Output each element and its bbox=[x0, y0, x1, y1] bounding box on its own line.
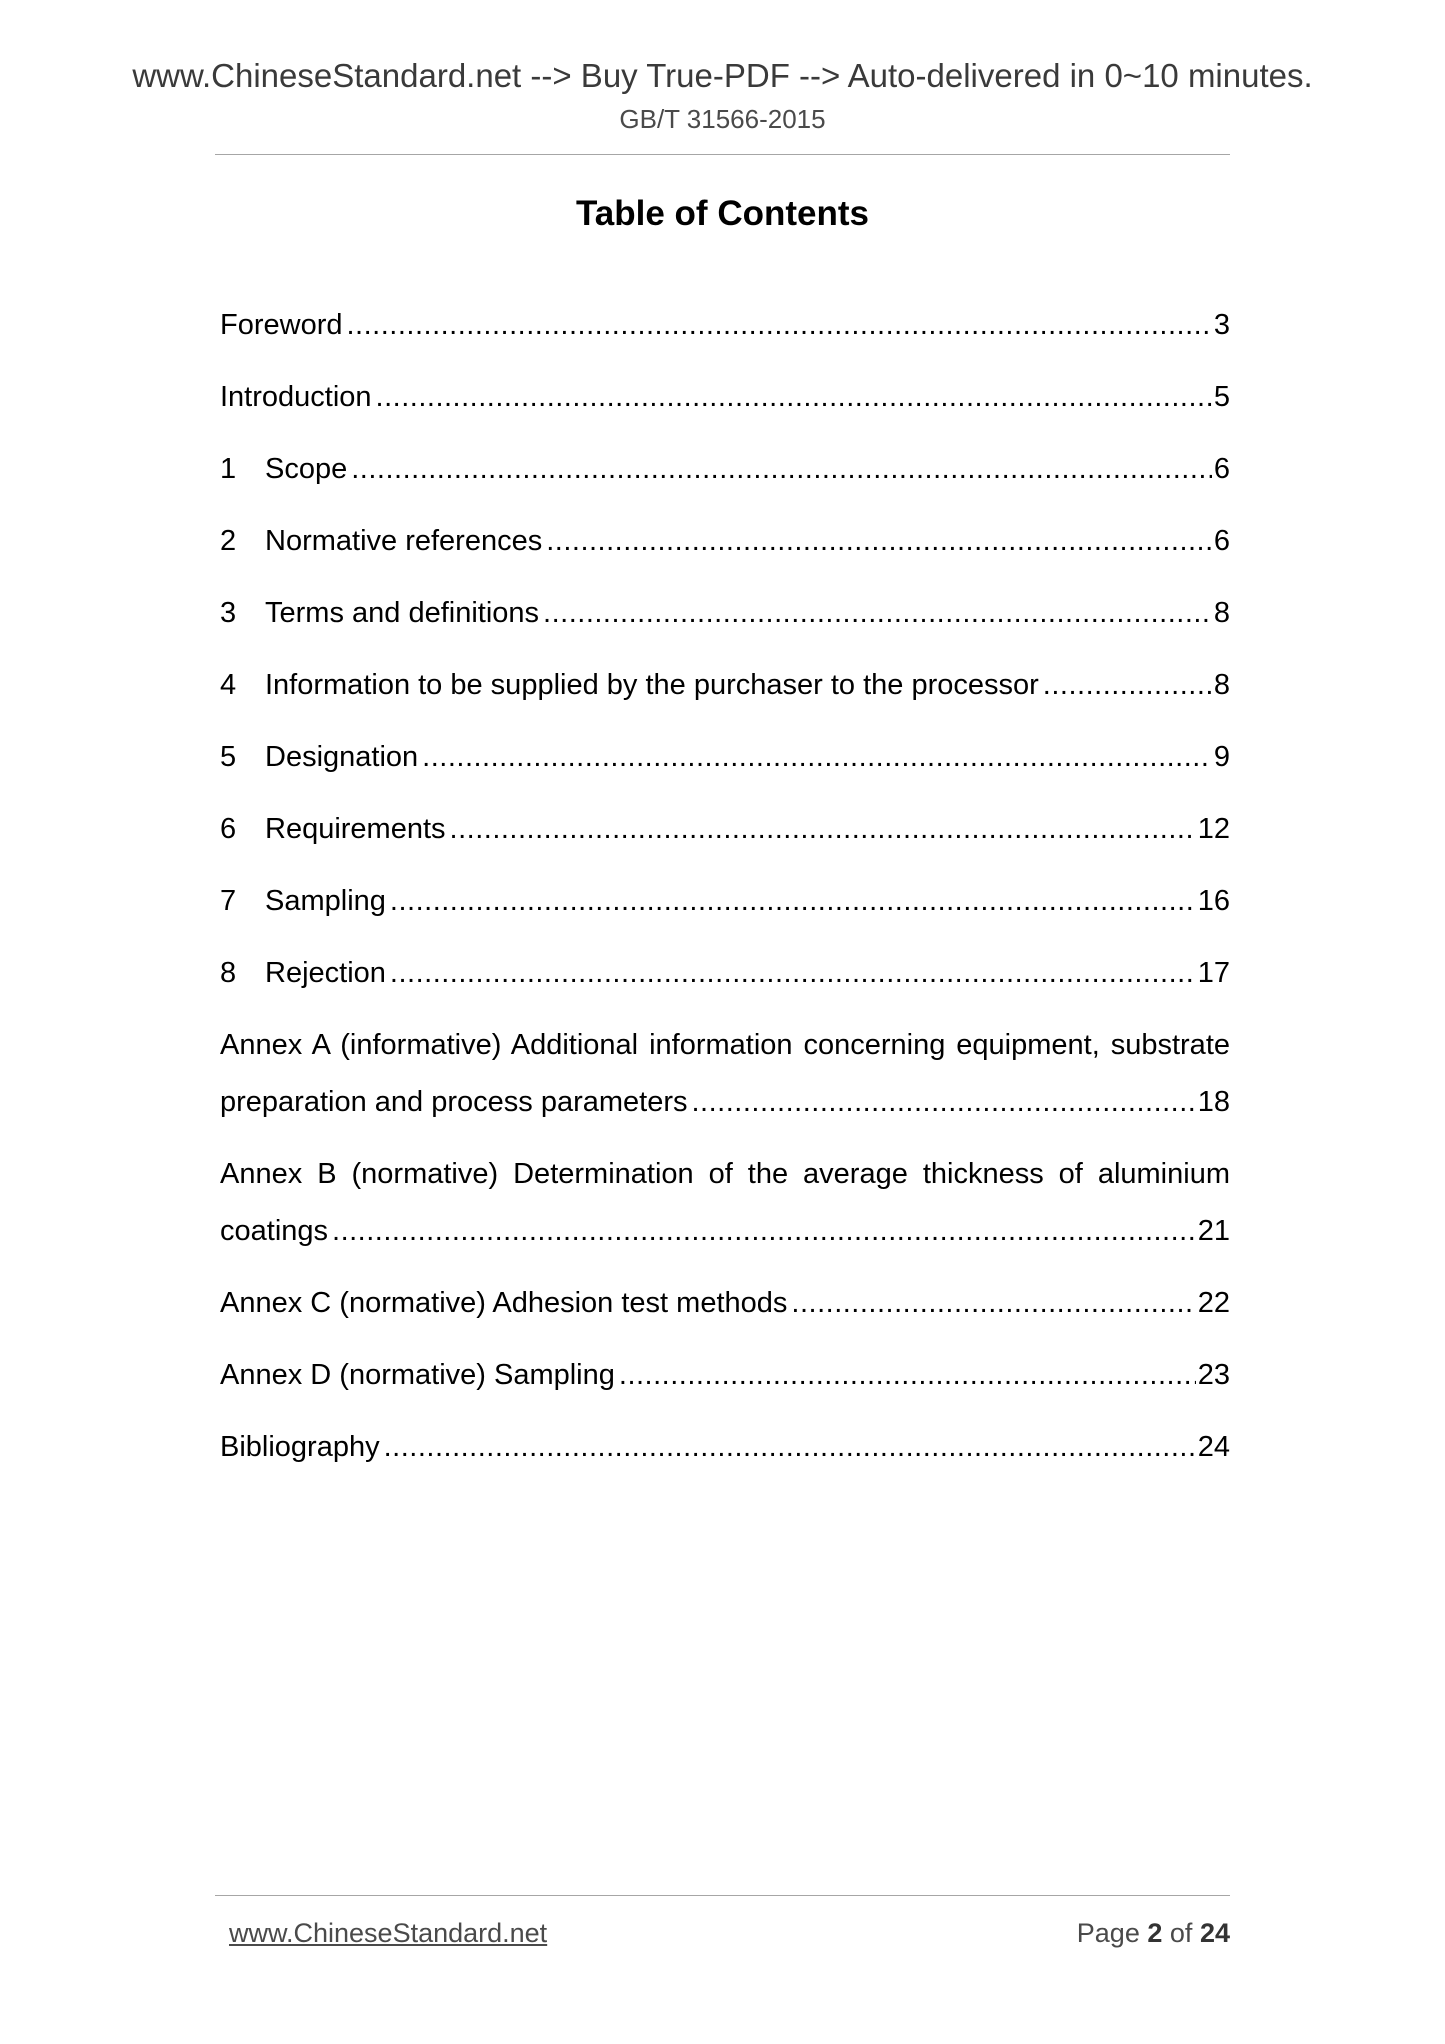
toc-entry-page: 9 bbox=[1213, 741, 1230, 773]
page-of: of bbox=[1169, 1918, 1193, 1948]
dot-leader bbox=[390, 884, 1196, 918]
toc-entry-bibliography[interactable] bbox=[220, 1430, 1230, 1464]
dot-leader bbox=[332, 1214, 1196, 1248]
toc-entry-page: 3 bbox=[1213, 309, 1230, 341]
toc-entry-label: Sampling bbox=[265, 885, 386, 917]
toc-entry-annex-b[interactable] bbox=[220, 1157, 1230, 1248]
dot-leader bbox=[347, 308, 1212, 342]
toc-title: Table of Contents bbox=[576, 194, 869, 233]
toc-entry-page: 22 bbox=[1197, 1287, 1230, 1319]
toc-entry-label: Normative references bbox=[265, 525, 543, 557]
toc-entry-normative-references[interactable] bbox=[220, 524, 1230, 558]
toc-entry-purchaser-information[interactable] bbox=[220, 668, 1230, 702]
dot-leader bbox=[619, 1358, 1196, 1392]
dot-leader bbox=[351, 452, 1212, 486]
dot-leader bbox=[691, 1085, 1195, 1119]
toc-entry-page: 23 bbox=[1197, 1359, 1230, 1391]
page-indicator bbox=[1077, 1917, 1230, 1949]
toc-entry-designation[interactable] bbox=[220, 740, 1230, 774]
toc-entry-label: Designation bbox=[265, 741, 419, 773]
dot-leader bbox=[1043, 668, 1212, 702]
page-prefix: Page bbox=[1076, 1918, 1140, 1948]
dot-leader bbox=[422, 740, 1212, 774]
toc-entry-label: Requirements bbox=[265, 813, 446, 845]
toc-entry-label: Bibliography bbox=[220, 1431, 380, 1463]
toc-entry-label: Annex A (informative) Additional information concerning equipment, substrate bbox=[220, 1029, 1230, 1061]
toc-entry-number: 1 bbox=[220, 453, 237, 485]
toc-entry-page: 17 bbox=[1197, 957, 1230, 989]
toc-entry-page: 21 bbox=[1197, 1215, 1230, 1247]
toc-entry-label: Annex B (normative) Determination of the average thickness of aluminium bbox=[220, 1158, 1230, 1190]
current-page-number: 2 bbox=[1147, 1918, 1163, 1948]
toc-entry-label: Foreword bbox=[220, 309, 343, 341]
dot-leader bbox=[791, 1286, 1195, 1320]
toc-entry-page: 12 bbox=[1197, 813, 1230, 845]
toc-entry-number: 5 bbox=[220, 741, 237, 773]
toc-entry-page: 8 bbox=[1213, 597, 1230, 629]
toc-entry-label: Introduction bbox=[220, 381, 372, 413]
toc-entry-number: 4 bbox=[220, 669, 237, 701]
toc-entry-label-continued: coatings bbox=[220, 1215, 329, 1247]
toc-entry-terms-and-definitions[interactable] bbox=[220, 596, 1230, 630]
toc-entry-page: 6 bbox=[1213, 525, 1230, 557]
toc-entry-label: Annex D (normative) Sampling bbox=[220, 1359, 615, 1391]
toc-entry-rejection[interactable] bbox=[220, 956, 1230, 990]
toc-entry-label: Scope bbox=[265, 453, 348, 485]
dot-leader bbox=[376, 380, 1212, 414]
toc-entry-label: Annex C (normative) Adhesion test methods bbox=[220, 1287, 788, 1319]
toc-entry-page: 18 bbox=[1197, 1086, 1230, 1118]
toc-entry-foreword[interactable] bbox=[220, 308, 1230, 342]
toc-entry-number: 3 bbox=[220, 597, 237, 629]
toc-entry-requirements[interactable] bbox=[220, 812, 1230, 846]
toc-entry-scope[interactable] bbox=[220, 452, 1230, 486]
toc-entry-number: 2 bbox=[220, 525, 237, 557]
dot-leader bbox=[543, 596, 1212, 630]
standard-code: GB/T 31566-2015 bbox=[619, 104, 826, 134]
toc-entry-page: 8 bbox=[1213, 669, 1230, 701]
toc-entry-page: 6 bbox=[1213, 453, 1230, 485]
table-of-contents bbox=[220, 308, 1230, 1502]
header-divider bbox=[215, 154, 1230, 155]
toc-entry-page: 5 bbox=[1213, 381, 1230, 413]
dot-leader bbox=[546, 524, 1212, 558]
footer-site-link[interactable]: www.ChineseStandard.net bbox=[229, 1918, 548, 1948]
toc-entry-number: 6 bbox=[220, 813, 237, 845]
toc-entry-introduction[interactable] bbox=[220, 380, 1230, 414]
toc-entry-sampling[interactable] bbox=[220, 884, 1230, 918]
dot-leader bbox=[384, 1430, 1196, 1464]
toc-entry-page: 16 bbox=[1197, 885, 1230, 917]
toc-entry-label: Information to be supplied by the purchaser to the processor bbox=[265, 669, 1039, 701]
toc-entry-number: 7 bbox=[220, 885, 237, 917]
toc-entry-label-continued: preparation and process parameters bbox=[220, 1086, 688, 1118]
toc-entry-annex-a[interactable] bbox=[220, 1028, 1230, 1119]
total-pages: 24 bbox=[1199, 1918, 1230, 1948]
header-banner: www.ChineseStandard.net --> Buy True-PDF --> Auto-delivered in 0~10 minutes. bbox=[132, 57, 1313, 94]
toc-entry-annex-c[interactable] bbox=[220, 1286, 1230, 1320]
footer-divider bbox=[215, 1895, 1230, 1896]
toc-entry-page: 24 bbox=[1197, 1431, 1230, 1463]
toc-entry-number: 8 bbox=[220, 957, 237, 989]
toc-entry-annex-d[interactable] bbox=[220, 1358, 1230, 1392]
toc-entry-label: Terms and definitions bbox=[265, 597, 540, 629]
toc-entry-label: Rejection bbox=[265, 957, 386, 989]
dot-leader bbox=[390, 956, 1196, 990]
dot-leader bbox=[450, 812, 1196, 846]
